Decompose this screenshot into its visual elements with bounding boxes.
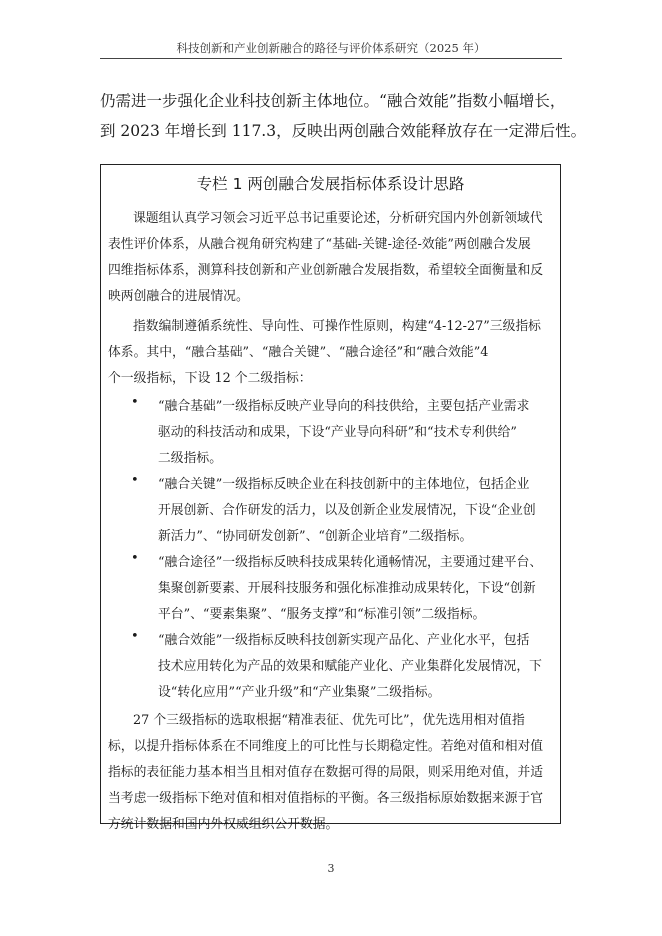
bullet-marker: • xyxy=(131,551,139,566)
bullet-marker: • xyxy=(131,629,139,644)
bullet-line: “融合效能”一级指标反映科技创新实现产品化、产业化水平，包括 xyxy=(158,633,530,648)
bullet-line: “融合基础”一级指标反映产业导向的科技供给，主要包括产业需求 xyxy=(158,399,530,414)
para3-line: 标，以提升指标体系在不同维度上的可比性与长期稳定性。若绝对值和相对值 xyxy=(108,739,544,754)
para1-line: 映两创融合的进展情况。 xyxy=(108,289,249,304)
para1-line: 四维指标体系，测算科技创新和产业创新融合发展指数，希望较全面衡量和反 xyxy=(108,263,544,278)
para1-line: 课题组认真学习领会习近平总书记重要论述，分析研究国内外创新领域代 xyxy=(133,211,543,226)
bullet-line: 开展创新、合作研发的活力，以及创新企业发展情况，下设“企业创 xyxy=(158,503,536,518)
para3-line: 27 个三级指标的选取根据“精准表征、优先可比”，优先选用相对值指 xyxy=(133,713,525,728)
para3-line: 方统计数据和国内外权威组织公开数据。 xyxy=(108,817,339,832)
column-box xyxy=(100,164,561,832)
running-header: 科技创新和产业创新融合的路径与评价体系研究（2025 年） xyxy=(176,41,486,55)
bullet-line: “融合途径”一级指标反映科技成果转化通畅情况，主要通过建平台、 xyxy=(158,555,543,570)
header-rule xyxy=(100,58,562,59)
para1-line: 表性评价体系，从融合视角研究构建了“基础-关键-途径-效能”两创融合发展 xyxy=(108,237,531,252)
intro-line: 到 2023 年增长到 117.3，反映出两创融合效能释放存在一定滞后性。 xyxy=(100,122,587,140)
bullet-line: 二级指标。 xyxy=(158,451,222,466)
page-number: 3 xyxy=(327,862,335,875)
bullet-marker: • xyxy=(131,473,139,488)
para2-line: 指数编制遵循系统性、导向性、可操作性原则，构建“4-12-27”三级指标 xyxy=(133,319,541,334)
para3-line: 指标的表征能力基本相当且相对值存在数据可得的局限，则采用绝对值，并适 xyxy=(108,765,544,780)
bullet-line: 驱动的科技活动和成果，下设“产业导向科研”和“技术专利供给” xyxy=(158,425,517,440)
intro-line: 仍需进一步强化企业科技创新主体地位。“融合效能”指数小幅增长， xyxy=(100,92,566,110)
para2-line: 个一级指标，下设 12 个二级指标： xyxy=(108,371,312,386)
para2-line: 体系。其中，“融合基础”、“融合关键”、“融合途径”和“融合效能”4 xyxy=(108,345,489,360)
bullet-line: 平台”、“要素集聚”、“服务支撑”和“标准引领”二级指标。 xyxy=(158,607,486,622)
bullet-line: 技术应用转化为产品的效果和赋能产业化、产业集群化发展情况，下 xyxy=(158,659,542,674)
bullet-line: 新活力”、“协同研发创新”、“创新企业培育”二级指标。 xyxy=(158,529,473,544)
bullet-marker: • xyxy=(131,395,139,410)
box-title: 专栏 1 两创融合发展指标体系设计思路 xyxy=(196,175,465,193)
bullet-line: 设“转化应用”“产业升级”和“产业集聚”二级指标。 xyxy=(158,685,441,700)
intro-paragraph xyxy=(100,86,587,146)
bullet-line: 集聚创新要素、开展科技服务和强化标准推动成果转化，下设“创新 xyxy=(158,581,536,596)
box-body xyxy=(101,201,560,832)
para3-line: 当考虑一级指标下绝对值和相对值指标的平衡。各三级指标原始数据来源于官 xyxy=(108,791,544,806)
bullet-line: “融合关键”一级指标反映企业在科技创新中的主体地位，包括企业 xyxy=(158,477,530,492)
